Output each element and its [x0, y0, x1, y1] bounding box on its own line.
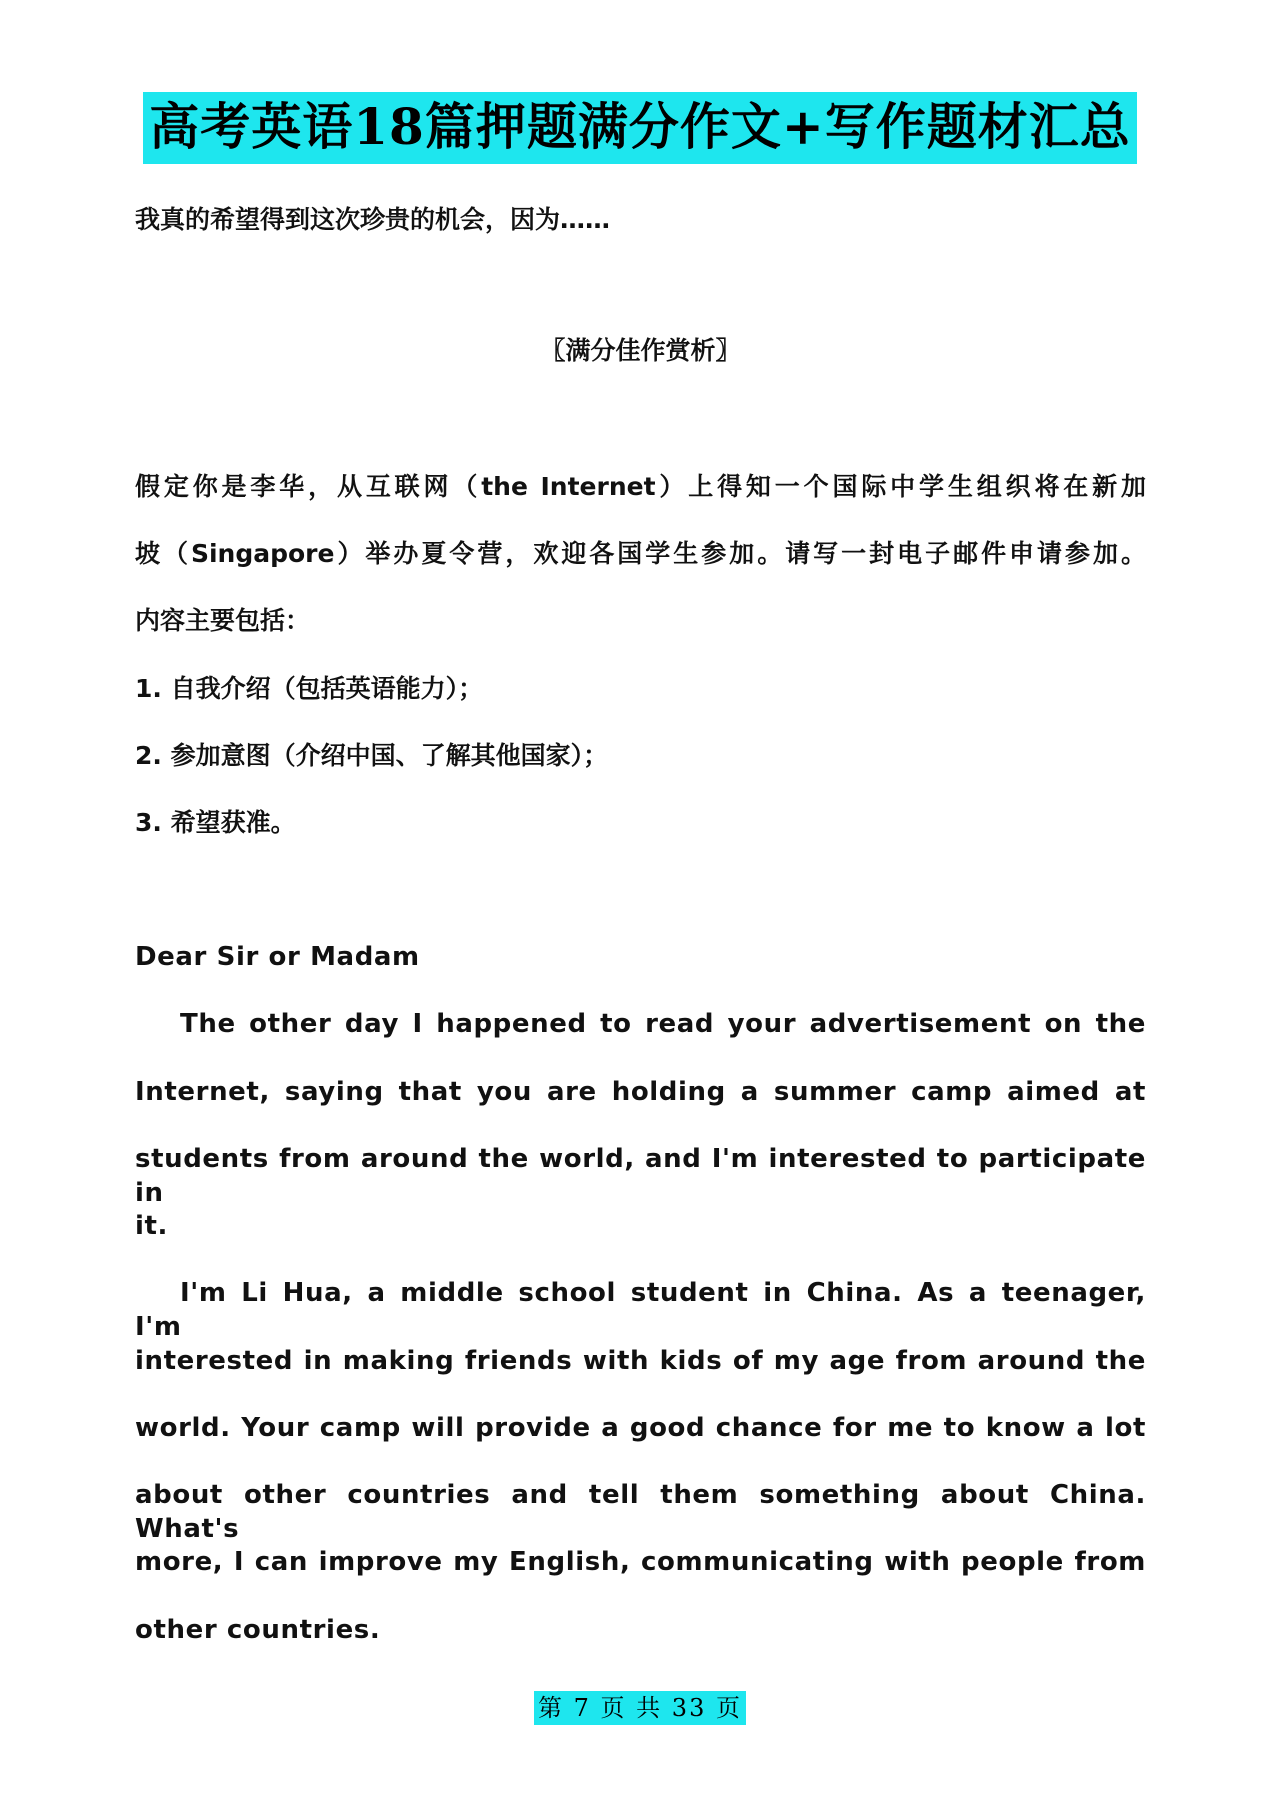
prompt-line: 坡（Singapore）举办夏令营，欢迎各国学生参加。请写一封电子邮件申请参加。 [135, 539, 1146, 568]
section-heading: 〖满分佳作赏析〗 [540, 336, 741, 365]
page-number-footer: 第 7 页 共 33 页 [534, 1691, 746, 1725]
paragraph-line: students from around the world, and I'm interested to participate in [135, 1144, 1146, 1208]
prompt-list-item: 1. 自我介绍（包括英语能力）； [135, 674, 484, 703]
prompt-list-item: 3. 希望获准。 [135, 808, 296, 837]
intro-line: 我真的希望得到这次珍贵的机会，因为…… [135, 205, 611, 234]
paragraph-line: it. [135, 1211, 169, 1241]
page-title: 高考英语18篇押题满分作文+写作题材汇总 [143, 92, 1136, 164]
paragraph-line: I'm Li Hua, a middle school student in China. As a teenager, I'm [135, 1278, 1146, 1342]
paragraph-line: The other day I happened to read your advertisement on the [180, 1009, 1146, 1039]
prompt-line: 内容主要包括： [135, 606, 311, 635]
prompt-list-item: 2. 参加意图（介绍中国、了解其他国家）； [135, 741, 609, 770]
paragraph-line: Internet, saying that you are holding a summer camp aimed at [135, 1077, 1146, 1107]
page-footer-container [0, 1691, 1280, 1725]
prompt-line: 假定你是李华，从互联网（the Internet）上得知一个国际中学生组织将在新加 [135, 472, 1146, 501]
letter-salutation: Dear Sir or Madam [135, 942, 420, 972]
paragraph-line: other countries. [135, 1615, 381, 1645]
paragraph-line: world. Your camp will provide a good chance for me to know a lot [135, 1413, 1146, 1443]
paragraph-line: about other countries and tell them something about China. What's [135, 1480, 1146, 1544]
page-title-container [0, 92, 1280, 164]
paragraph-line: more, I can improve my English, communicating with people from [135, 1547, 1146, 1577]
paragraph-line: interested in making friends with kids of my age from around the [135, 1346, 1146, 1376]
